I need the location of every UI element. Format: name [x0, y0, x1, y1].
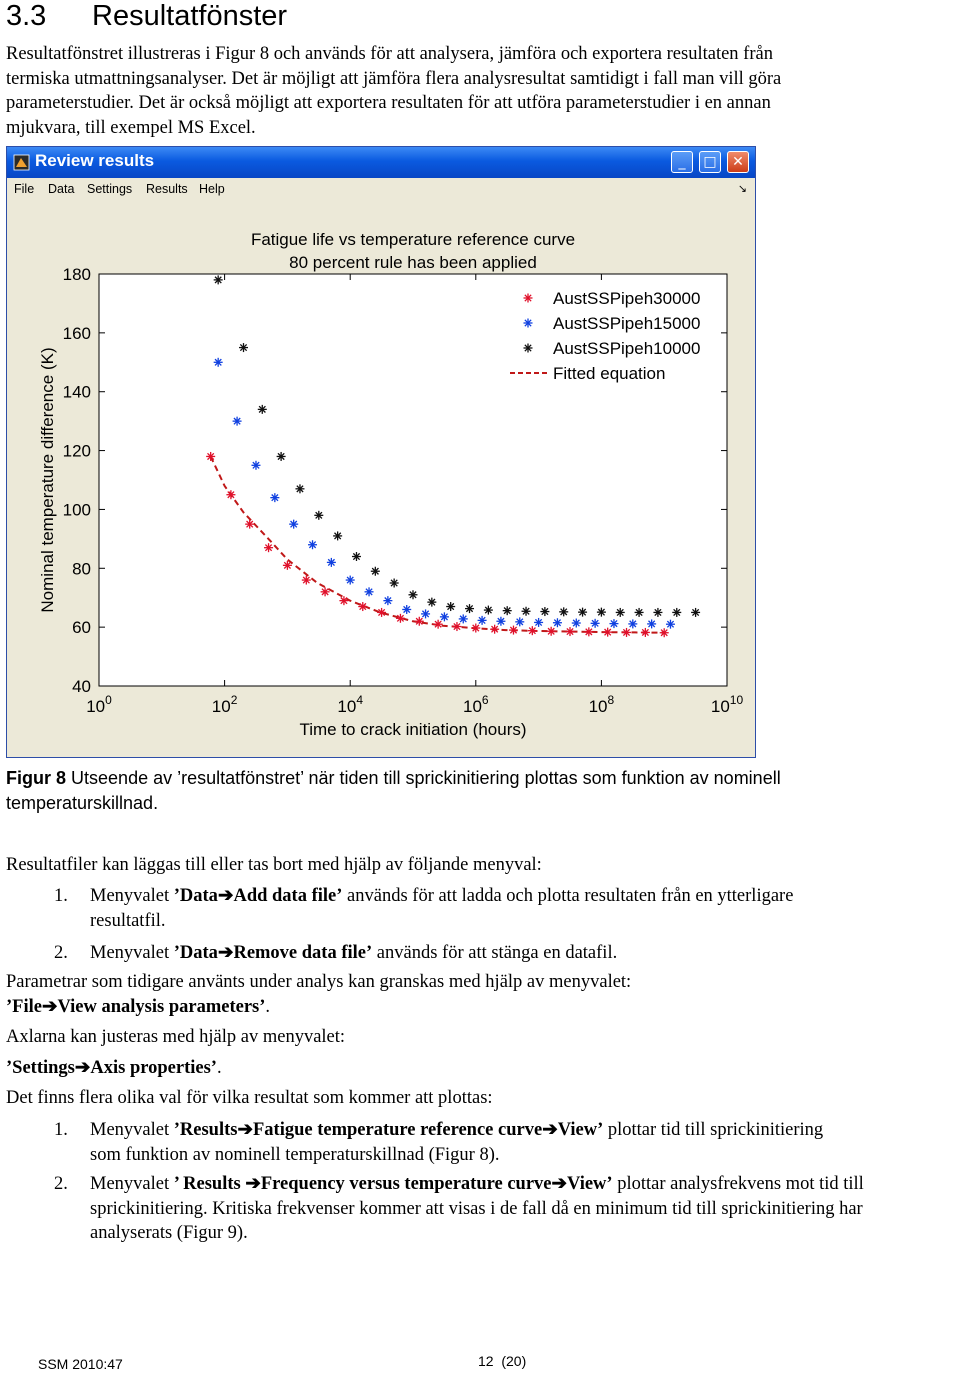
- minimize-button[interactable]: _: [671, 151, 693, 173]
- x-axis-label: Time to crack initiation (hours): [299, 720, 527, 739]
- text: Parametrar som tidigare använts under analys kan granskas med hjälp av menyvalet:: [6, 972, 632, 992]
- caption-label: Figur 8: [6, 768, 67, 788]
- intro-line: parameterstudier. Det är också möjligt att exportera resultaten för att utföra parameterstudier i en annan: [6, 93, 771, 113]
- legend-label: AustSSPipeh10000: [553, 339, 701, 358]
- x-tick-label: $10^{10}$: [710, 693, 744, 716]
- text: Menyvalet: [90, 943, 174, 963]
- legend-marker: [524, 294, 533, 303]
- legend-label: Fitted equation: [553, 364, 666, 383]
- menu-file[interactable]: File: [14, 182, 35, 196]
- data-point: [295, 484, 304, 493]
- intro-line: Resultatfönstret illustreras i Figur 8 och används för att analysera, jämföra och exportera resultaten från: [6, 44, 773, 64]
- menu-data[interactable]: Data: [48, 182, 75, 196]
- menu-arrow-icon[interactable]: ↘: [737, 182, 747, 195]
- text: som funktion av nominell temperaturskillnad (Figur 8).: [90, 1144, 500, 1165]
- text: resultatfil.: [90, 910, 166, 931]
- review-results-window: [6, 146, 756, 758]
- legend-label: AustSSPipeh30000: [553, 289, 701, 308]
- x-tick-label: $10^4$: [337, 693, 364, 716]
- text: sprickinitiering. Kritiska frekvenser kommer att visas i de fall då en minimum tid till sprickinitiering har: [90, 1198, 863, 1219]
- menu-path: Remove data file’: [233, 943, 373, 963]
- intro-line: mjukvara, till exempel MS Excel.: [6, 117, 256, 138]
- menu-path: ’Results: [173, 1120, 238, 1140]
- text: Menyvalet: [90, 1120, 174, 1140]
- text: används för att stänga en datafil.: [372, 943, 618, 963]
- text: .: [265, 996, 271, 1017]
- list-item: [54, 1118, 954, 1168]
- legend-marker: [524, 319, 533, 328]
- arrow-icon: ➔: [217, 943, 234, 963]
- menu-path: ’Settings: [6, 1057, 75, 1078]
- y-tick-label: 160: [62, 323, 91, 343]
- arrow-icon: ➔: [237, 1120, 253, 1140]
- list-number: 2.: [54, 1174, 68, 1194]
- y-tick-label: 140: [62, 382, 91, 402]
- data-point: [270, 493, 279, 502]
- menu-path: Axis properties’: [90, 1057, 217, 1078]
- y-tick-label: 40: [72, 677, 91, 696]
- menu-help[interactable]: Help: [199, 182, 225, 196]
- text: Menyvalet: [90, 886, 174, 906]
- section-heading: [6, 0, 287, 33]
- maximize-button[interactable]: □: [699, 151, 721, 173]
- close-button[interactable]: ✕: [727, 151, 749, 173]
- menu-path: ’Data: [173, 886, 218, 906]
- menu-path: View analysis parameters’: [57, 996, 266, 1017]
- data-point: [206, 452, 215, 461]
- fatigue-chart: [7, 147, 755, 757]
- chart-title: Fatigue life vs temperature reference curve: [250, 230, 576, 249]
- legend-label: AustSSPipeh15000: [553, 314, 701, 333]
- page-count: (20): [501, 1353, 527, 1369]
- data-point: [214, 275, 223, 284]
- text: plottar analysfrekvens mot tid till: [612, 1174, 864, 1194]
- text: plottar tid till sprickinitiering: [603, 1120, 824, 1140]
- text: Menyvalet: [90, 1174, 174, 1194]
- data-point: [277, 452, 286, 461]
- caption-text: Utseende av ’resultatfönstret’ när tiden till sprickinitiering plottas som funktion av nominell: [71, 768, 781, 788]
- window-title: Review results: [35, 151, 155, 170]
- y-tick-label: 100: [62, 500, 91, 520]
- choices-intro: Det finns flera olika val för vilka resultat som kommer att plottas:: [6, 1088, 493, 1108]
- params-paragraph: [6, 970, 950, 1019]
- y-tick-label: 180: [62, 265, 91, 284]
- data-point: [214, 358, 223, 367]
- intro-paragraph: [6, 42, 950, 140]
- list-item: [54, 884, 944, 934]
- figure-caption: [6, 766, 950, 816]
- menu-results[interactable]: Results: [146, 182, 188, 196]
- menu-path: Fatigue temperature reference curve: [253, 1120, 543, 1140]
- menu-intro: Resultatfiler kan läggas till eller tas bort med hjälp av följande menyval:: [6, 855, 542, 875]
- x-tick-label: $10^8$: [588, 693, 615, 716]
- x-tick-label: $10^6$: [462, 693, 489, 716]
- section-number: 3.3: [6, 0, 47, 32]
- intro-line: termiska utmattningsanalyser. Det är möjligt att jämföra flera analysresultat samtidigt i fall man vill göra: [6, 68, 782, 89]
- menu-path: Frequency versus temperature curve: [260, 1174, 552, 1194]
- y-tick-label: 80: [72, 559, 91, 579]
- list-item: [54, 1172, 960, 1247]
- text: Axlarna kan justeras med hjälp av menyvalet:: [6, 1027, 346, 1047]
- y-tick-label: 120: [62, 441, 91, 461]
- legend-marker: [524, 344, 533, 353]
- menu-path: ’ Results: [173, 1174, 246, 1194]
- axis-paragraph: [6, 1025, 950, 1080]
- arrow-icon: ➔: [74, 1057, 91, 1078]
- list-number: 1.: [54, 886, 68, 906]
- arrow-icon: ➔: [542, 1120, 558, 1140]
- text: analyserats (Figur 9).: [90, 1223, 248, 1243]
- data-point: [233, 417, 242, 426]
- chart-subtitle: 80 percent rule has been applied: [289, 253, 537, 272]
- text: .: [216, 1057, 222, 1078]
- page-number: 12: [478, 1353, 494, 1369]
- list-number: 2.: [54, 943, 68, 963]
- arrow-icon: ➔: [217, 886, 234, 906]
- data-point: [258, 405, 267, 414]
- menu-path: View’: [567, 1174, 613, 1194]
- menu-path: View’: [557, 1120, 604, 1140]
- arrow-icon: ➔: [41, 996, 58, 1017]
- data-point: [251, 461, 260, 470]
- arrow-icon: ➔: [245, 1174, 261, 1194]
- y-tick-label: 60: [72, 618, 91, 638]
- menu-path: ’File: [6, 996, 42, 1017]
- x-tick-label: $10^2$: [211, 693, 238, 716]
- list-number: 1.: [54, 1120, 68, 1140]
- footer-page-number: [478, 1353, 526, 1369]
- x-tick-label: $10^0$: [86, 693, 112, 716]
- y-axis-label: Nominal temperature difference (K): [38, 347, 57, 613]
- menu-settings[interactable]: Settings: [87, 182, 133, 196]
- menu-path: Add data file’: [233, 886, 343, 906]
- data-point: [226, 490, 235, 499]
- text: används för att ladda och plotta resultaten från en ytterligare: [342, 886, 794, 906]
- section-title: Resultatfönster: [92, 0, 288, 32]
- menu-path: ’Data: [173, 943, 218, 963]
- caption-text-2: temperaturskillnad.: [6, 793, 159, 813]
- footer-report-id: SSM 2010:47: [38, 1356, 123, 1372]
- arrow-icon: ➔: [551, 1174, 568, 1194]
- list-item: [54, 941, 944, 966]
